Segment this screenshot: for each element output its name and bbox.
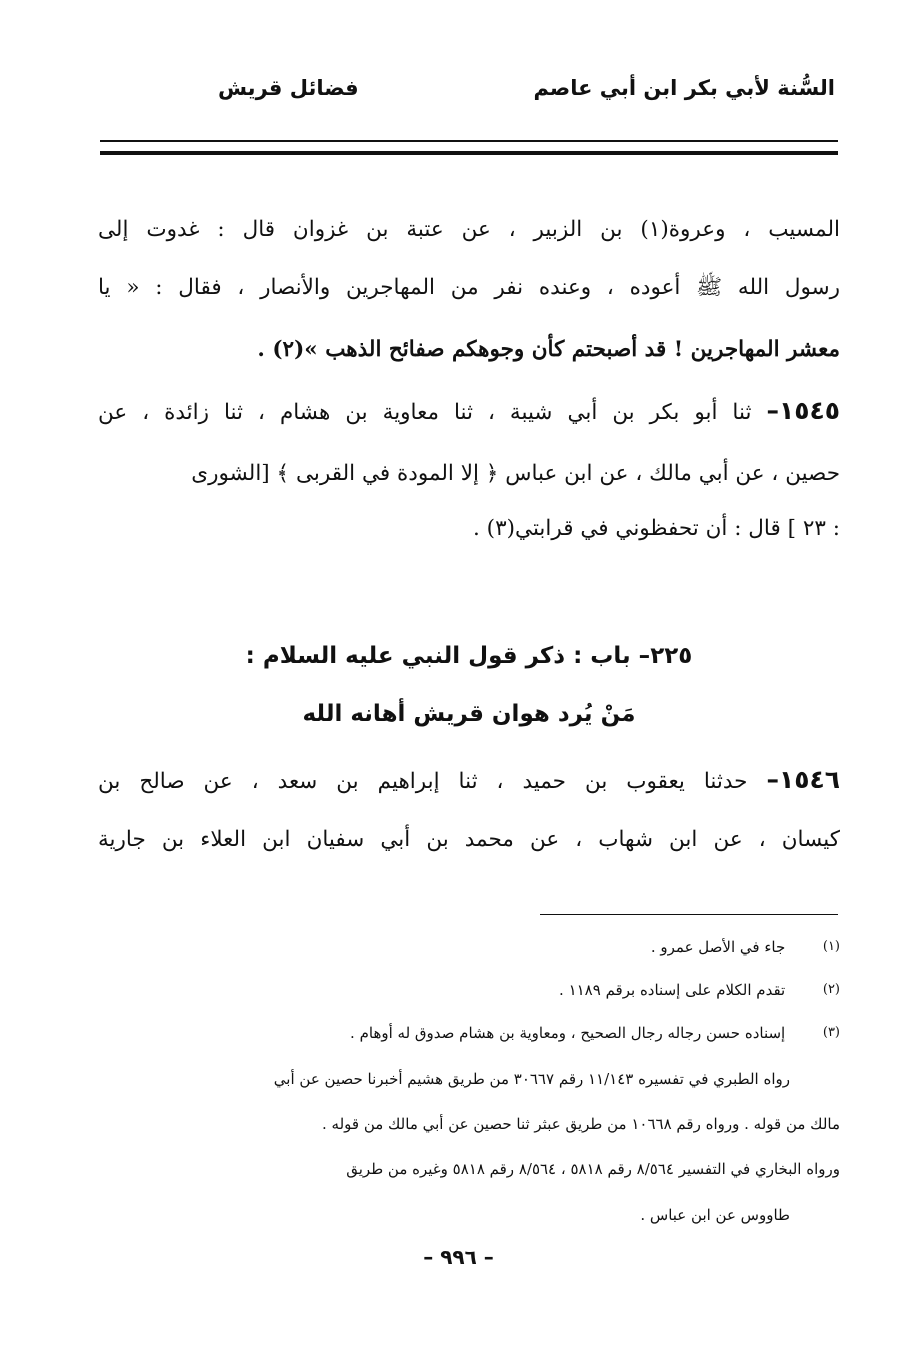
body-line: رسول الله ﷺ أعوده ، وعنده نفر من المهاجرين والأنصار ، فقال : « يا (98, 275, 840, 300)
header-rule-thick (100, 151, 838, 155)
chapter-subheading: مَنْ يُرد هوان قريش أهانه الله (302, 701, 636, 727)
footnote-text: جاء في الأصل عمرو . (650, 938, 786, 956)
footnote-2 (98, 975, 840, 1005)
footnote-1 (98, 932, 840, 962)
body-line: حصين ، عن أبي مالك ، عن ابن عباس ﴿ إلا المودة في القربى ﴾ [الشورى (191, 461, 840, 486)
footnote-3-continuation: ورواه البخاري في التفسير ٨/٥٦٤ رقم ٥٨١٨ ، ٨/٥٦٤ رقم ٥٨١٨ وغيره من طريق (346, 1160, 840, 1178)
body-line-hadith-quote: معشر المهاجرين ! قد أصبحتم كأن وجوهكم صفائح الذهب »(٢) . (257, 337, 840, 362)
body-line: كيسان ، عن ابن شهاب ، عن محمد بن أبي سفيان ابن العلاء بن جارية (98, 827, 840, 852)
hadith-number: ١٥٤٥– (766, 396, 840, 425)
body-line: : ٢٣ ] قال : أن تحفظوني في قرابتي(٣) . (473, 516, 840, 541)
hadith-1545-line (98, 391, 840, 431)
footnote-number: (٣) (822, 1025, 840, 1040)
running-header-chapter-title: فضائل قريش (218, 76, 359, 100)
page-number: – ٩٩٦ – (423, 1245, 494, 1269)
footnote-text: تقدم الكلام على إسناده برقم ١١٨٩ . (559, 981, 786, 999)
hadith-1546-line (98, 760, 840, 800)
hadith-text: حدثنا يعقوب بن حميد ، ثنا إبراهيم بن سعد ، عن صالح بن (98, 769, 748, 794)
hadith-text: ثنا أبو بكر بن أبي شيبة ، ثنا معاوية بن هشام ، ثنا زائدة ، عن (98, 400, 752, 425)
header-rule-thin (100, 140, 838, 142)
footnote-number: (١) (822, 939, 840, 954)
footnote-text: إسناده حسن رجاله رجال الصحيح ، ومعاوية بن هشام صدوق له أوهام . (350, 1024, 786, 1042)
footnote-3-continuation: طاووس عن ابن عباس . (640, 1206, 790, 1224)
footnote-3-continuation: مالك من قوله . ورواه رقم ١٠٦٦٨ من طريق عبثر ثنا حصين عن أبي مالك من قوله . (321, 1115, 840, 1133)
running-header-book-title: السُّنة لأبي بكر ابن أبي عاصم (533, 76, 835, 100)
footnote-3-continuation: رواه الطبري في تفسيره ١١/١٤٣ رقم ٣٠٦٦٧ من طريق هشيم أخبرنا حصين عن أبي (273, 1070, 790, 1088)
body-line: المسيب ، وعروة(١) بن الزبير ، عن عتبة بن غزوان قال : غدوت إلى (98, 217, 840, 242)
footnote-number: (٢) (822, 982, 840, 997)
footnote-3 (98, 1018, 840, 1048)
footnote-separator (540, 914, 838, 915)
chapter-heading: ٢٢٥– باب : ذكر قول النبي عليه السلام : (245, 643, 693, 669)
hadith-number: ١٥٤٦– (766, 765, 840, 794)
